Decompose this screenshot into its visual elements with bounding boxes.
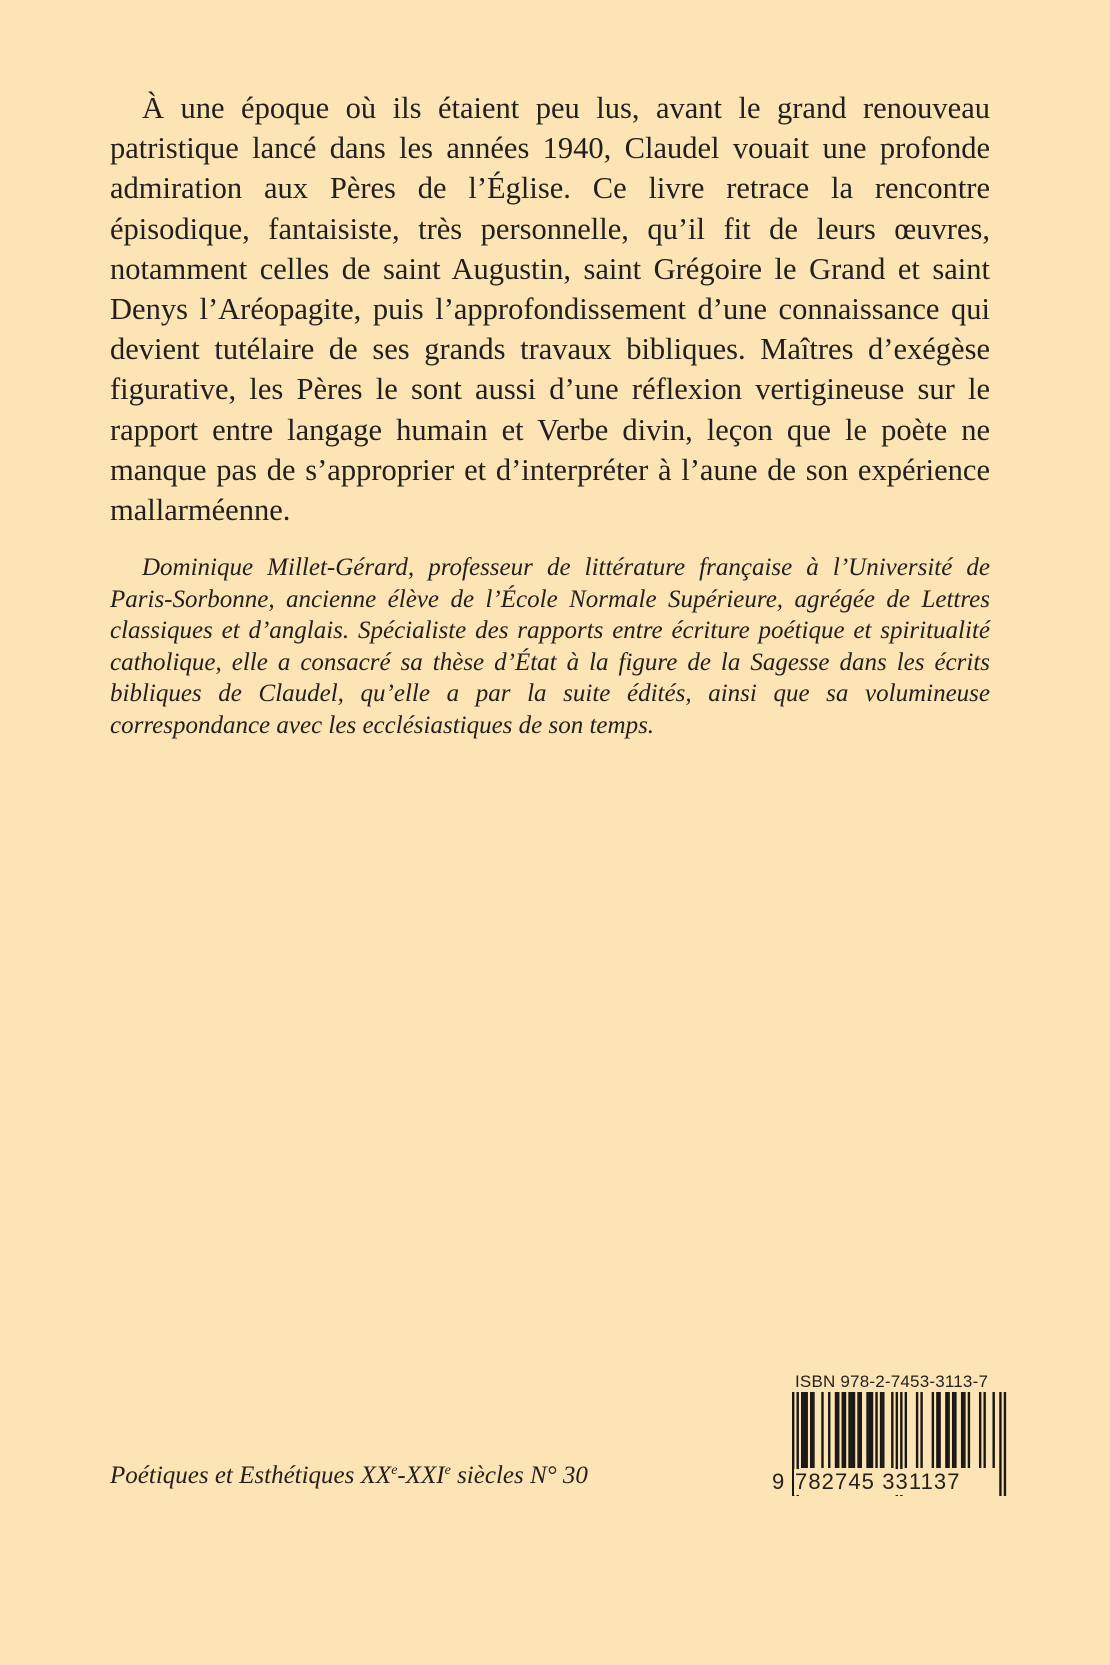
barcode-bar (952, 1392, 954, 1468)
author-bio-text: Dominique Millet-Gérard, professeur de littérature française à l’Université de Paris-Sorbonne, ancienne élève de l’École Normale Supérieure, agrégée de Lettres classiques et d’anglais. Spécialiste des rapports entre écriture poétique et spiritualité catholique, elle a consacré sa thèse d’État à la figure de la Sagesse dans les écrits bibliques de Claudel, qu’elle a par la suite édités, ainsi que sa volumineuse correspondance avec les ecclésiastiques de son temps. (110, 554, 990, 739)
barcode-bar (954, 1392, 956, 1468)
barcode-bar (848, 1392, 850, 1468)
barcode-bar (857, 1392, 859, 1468)
barcode-bar (851, 1392, 853, 1468)
barcode-bar (961, 1392, 963, 1468)
barcode-bar (803, 1392, 805, 1468)
barcode-bar (844, 1392, 846, 1468)
barcode-digits (772, 1466, 1010, 1500)
barcode-bar (842, 1392, 844, 1468)
barcode-bar (866, 1392, 868, 1468)
barcode-bar (920, 1392, 922, 1468)
barcode-bar (806, 1392, 808, 1468)
barcode-bar (821, 1392, 823, 1468)
barcode-bar (932, 1392, 934, 1468)
book-blurb (110, 88, 990, 530)
barcode-bar (869, 1392, 871, 1468)
barcode-bar (801, 1392, 803, 1468)
barcode-bar (938, 1392, 940, 1468)
author-biography (110, 552, 990, 742)
barcode-bar (835, 1392, 837, 1468)
barcode-bar (837, 1392, 839, 1468)
isbn-label: ISBN 978-2-7453-3113-7 (795, 1372, 989, 1391)
barcode-bar (860, 1392, 862, 1468)
barcode-digit-groups: 782745 331137 (795, 1469, 961, 1494)
barcode-bar (905, 1392, 907, 1468)
barcode-bar (812, 1392, 814, 1468)
barcode-bar (963, 1392, 965, 1468)
barcode-bar (853, 1392, 855, 1468)
barcode-bar (882, 1392, 884, 1468)
barcode-bar (871, 1392, 873, 1468)
series-title: Poétiques et Esthétiques XXe-XXIe siècles N° 30 (110, 1462, 588, 1489)
barcode-bar (875, 1392, 877, 1468)
barcode-bar (891, 1392, 893, 1468)
barcode-bar (828, 1392, 830, 1468)
barcode-first-digit: 9 (772, 1469, 785, 1494)
barcode-bar (810, 1392, 812, 1468)
blurb-text: À une époque où ils étaient peu lus, avant le grand renouveau patristique lancé dans les années 1940, Claudel vouait une profonde admiration aux Pères de l’Église. Ce livre retrace la rencontre épisodique, fantaisiste, très personnelle, qu’il fit de leurs œuvres, notamment celles de saint Augustin, saint Grégoire le Grand et saint Denys l’Aréopagite, puis l’approfondissement d’une connaissance qui devient tutélaire de ses grands travaux bibliques. Maîtres d’exégèse figurative, les Pères le sont aussi d’une réflexion vertigineuse sur le rapport entre langage humain et Verbe divin, leçon que le poète ne manque pas de s’approprier et d’interpréter à l’aune de son expérience mallarméenne. (110, 91, 990, 528)
barcode-bar (992, 1392, 994, 1468)
barcode-bar (979, 1392, 981, 1468)
barcode-bar (880, 1392, 882, 1468)
barcode-bar (945, 1392, 947, 1468)
barcode-bar (947, 1392, 949, 1468)
barcode-bar (936, 1392, 938, 1468)
barcode-bar (983, 1392, 985, 1468)
barcode-bar (968, 1392, 970, 1468)
barcode-bar (916, 1392, 918, 1468)
